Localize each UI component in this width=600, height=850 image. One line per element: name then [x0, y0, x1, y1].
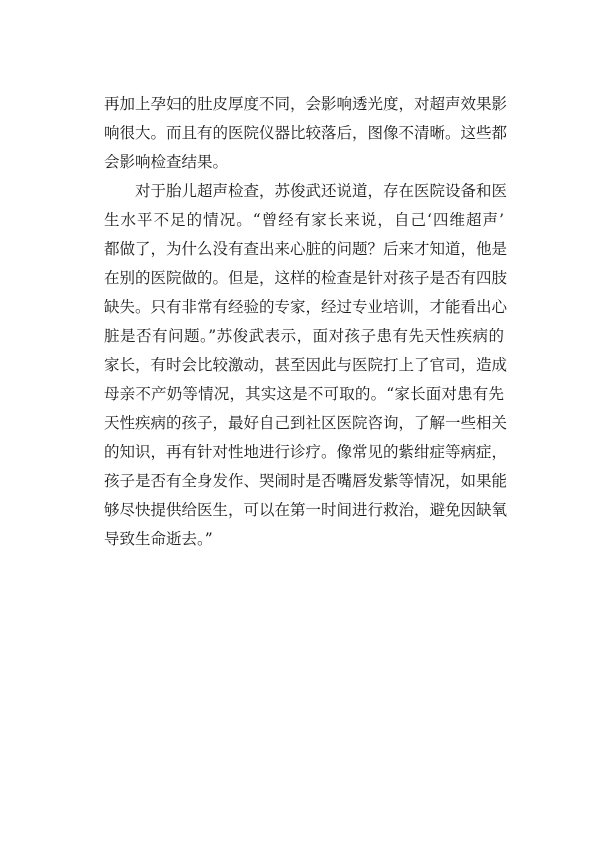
text-line: 天性疾病的孩子，最好自己到社区医院咨询，了解一些相关 — [104, 414, 508, 432]
text-line: 孩子是否有全身发作、哭闹时是否嘴唇发紫等情况，如果能 — [104, 472, 508, 490]
text-line: 对于胎儿超声检查，苏俊武还说道，存在医院设备和医 — [135, 182, 508, 200]
text-line: 导致生命逝去。” — [104, 530, 213, 548]
text-line: 的知识，再有针对性地进行诊疗。像常见的紫绀症等病症， — [104, 443, 508, 461]
text-line: 在别的医院做的。但是，这样的检查是针对孩子是否有四肢 — [104, 269, 508, 287]
text-line: 会影响检查结果。 — [104, 153, 229, 171]
text-line: 再加上孕妇的肚皮厚度不同，会影响透光度，对超声效果影 — [104, 95, 508, 113]
text-line: 母亲不产奶等情况，其实这是不可取的。“家长面对患有先 — [104, 385, 504, 403]
paragraph-2 — [104, 177, 508, 554]
paragraph-1 — [104, 90, 508, 177]
text-line: 响很大。而且有的医院仪器比较落后，图像不清晰。这些都 — [104, 124, 508, 142]
text-line: 够尽快提供给医生，可以在第一时间进行救治，避免因缺氧 — [104, 501, 508, 519]
text-line: 缺失。只有非常有经验的专家，经过专业培训，才能看出心 — [104, 298, 508, 316]
text-line: 脏是否有问题。”苏俊武表示，面对孩子患有先天性疾病的 — [104, 327, 504, 345]
text-line: 都做了，为什么没有查出来心脏的问题？后来才知道，他是 — [104, 240, 508, 258]
text-line: 生水平不足的情况。“曾经有家长来说，自己‘四维超声’ — [104, 211, 504, 229]
text-line: 家长，有时会比较激动，甚至因此与医院打上了官司，造成 — [104, 356, 508, 374]
article-body — [104, 90, 508, 554]
